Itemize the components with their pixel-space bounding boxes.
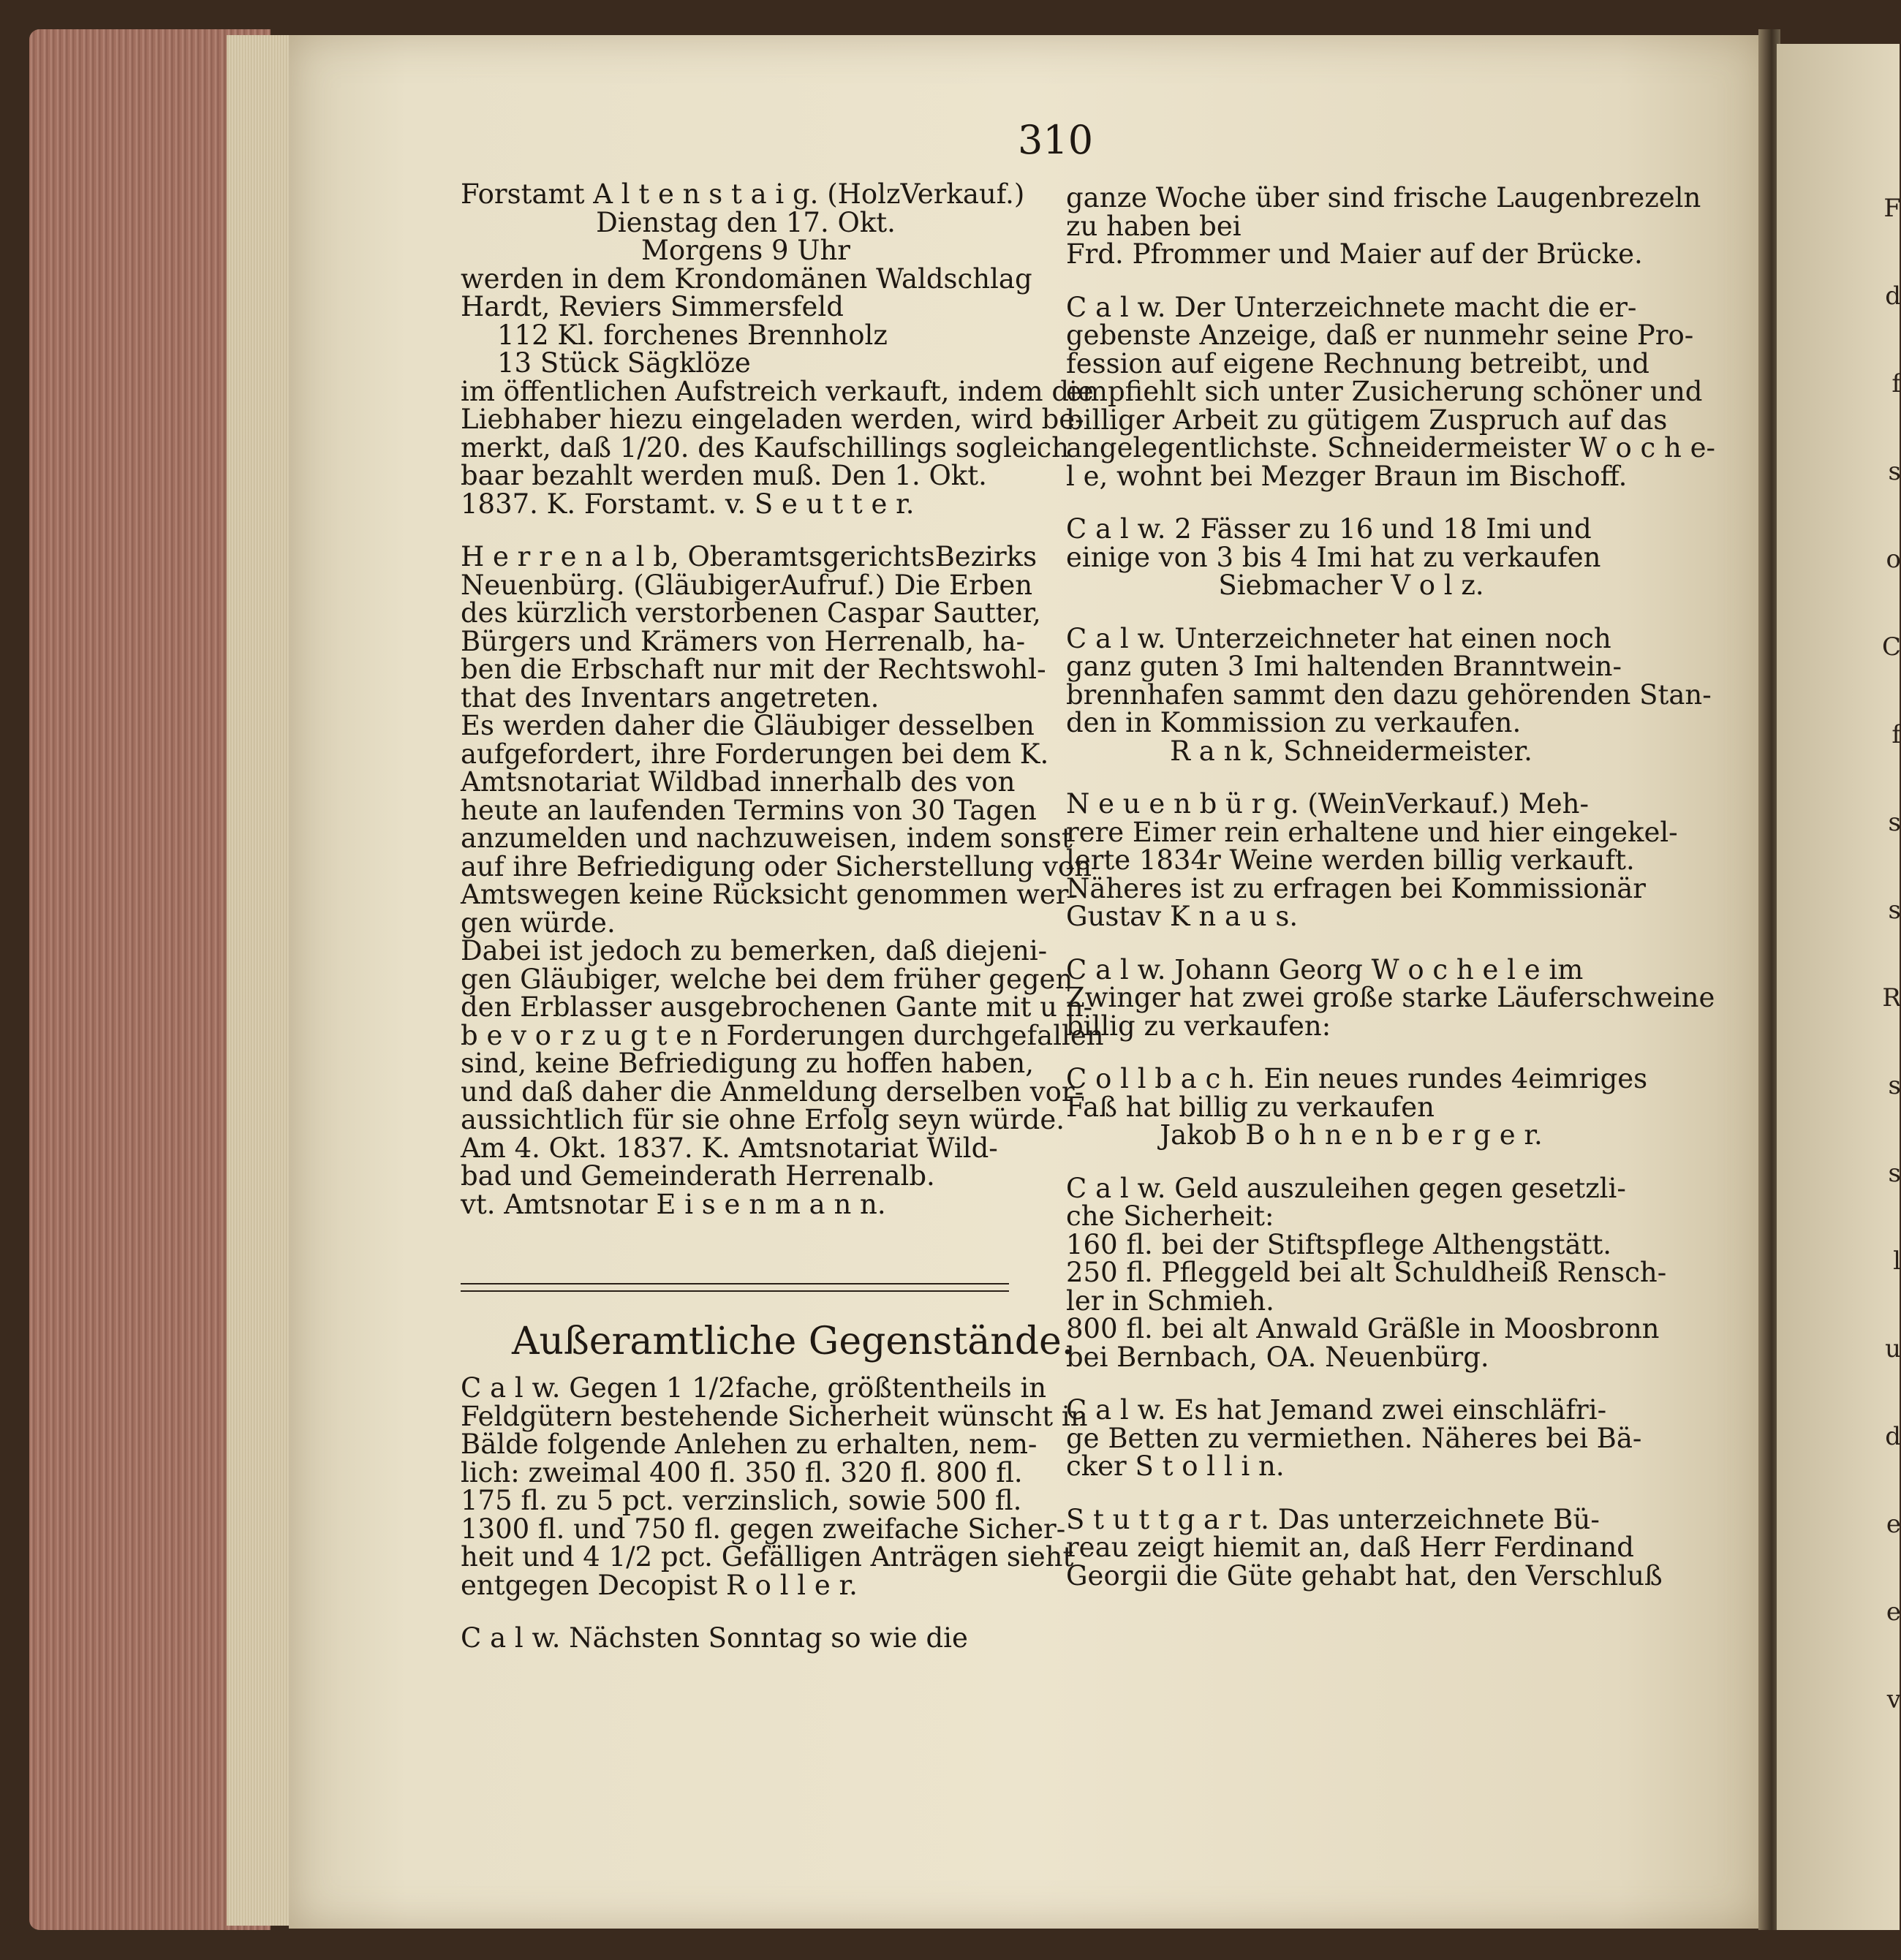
text-line: im öffentlichen Aufstreich verkauft, indem die [461, 375, 1094, 407]
text-line: C a l w. Gegen 1 1/2fache, größtentheils in [461, 1372, 1047, 1404]
next-page-letter: C [1881, 632, 1901, 662]
text-line: lerte 1834r Weine werden billig verkauft. [1066, 844, 1635, 876]
text-line: Näheres ist zu erfragen bei Kommissionär [1066, 872, 1646, 904]
text-line: Gustav K n a u s. [1066, 901, 1299, 932]
paragraph-gap [1066, 931, 1636, 956]
text-line: Amtswegen keine Rücksicht genommen wer- [461, 879, 1078, 910]
text-line: Faß hat billig zu verkaufen [1066, 1091, 1435, 1123]
next-page-letter: v [1886, 1685, 1901, 1714]
paragraph-gap [1066, 600, 1636, 625]
next-page-letter: f [1891, 369, 1901, 398]
text-line: entgegen Decopist R o l l e r. [461, 1569, 858, 1601]
paragraph-gap [1066, 1040, 1636, 1065]
text-line: C a l w. Nächsten Sonntag so wie die [461, 1622, 968, 1654]
page-stack [227, 35, 292, 1926]
text-line: Forstamt A l t e n s t a i g. (HolzVerkauf.) [461, 178, 1025, 210]
text-line: Es werden daher die Gläubiger desselben [461, 710, 1035, 741]
text-line: Georgii die Güte gehabt hat, den Verschluß [1066, 1559, 1663, 1592]
text-line: Dabei ist jedoch zu bemerken, daß diejeni- [461, 935, 1048, 966]
text-line: Bälde folgende Anlehen zu erhalten, nem- [461, 1429, 1038, 1460]
text-line: und daß daher die Anmeldung derselben vor- [461, 1075, 1084, 1108]
page-number: 310 [1018, 117, 1094, 163]
text-line: Am 4. Okt. 1837. K. Amtsnotariat Wild- [461, 1132, 998, 1164]
text-line: baar bezahlt werden muß. Den 1. Okt. [461, 460, 987, 491]
text-line: fession auf eigene Rechnung betreibt, und [1066, 347, 1649, 379]
text-line: einige von 3 bis 4 Imi hat zu verkaufen [1066, 541, 1601, 573]
text-line: 112 Kl. forchenes Brennholz [497, 319, 888, 351]
text-line: rere Eimer rein erhaltene und hier eingekel- [1066, 816, 1678, 848]
text-line: auf ihre Befriedigung oder Sicherstellung von [461, 850, 1092, 882]
text-line: aussichtlich für sie ohne Erfolg seyn würde. [461, 1104, 1065, 1135]
next-page-letter: f [1891, 720, 1901, 749]
text-line: Frd. Pfrommer und Maier auf der Brücke. [1066, 238, 1643, 270]
next-page-letter: d [1885, 1422, 1901, 1451]
next-page-letter: d [1885, 281, 1901, 311]
text-line: gen würde. [461, 907, 616, 939]
text-line: Morgens 9 Uhr [640, 235, 850, 266]
text-line: Bürgers und Krämers von Herrenalb, ha- [461, 625, 1026, 657]
left-column [461, 178, 1104, 1220]
next-page-letter: e [1886, 1510, 1901, 1539]
text-line: ler in Schmieh. [1066, 1284, 1274, 1317]
text-line: ganze Woche über sind frische Laugenbrezeln [1066, 182, 1701, 213]
paragraph-gap [1066, 1481, 1636, 1506]
text-line: 13 Stück Sägklöze [497, 347, 751, 379]
text-line: Hardt, Reviers Simmersfeld [461, 291, 844, 322]
text-line: merkt, daß 1/20. des Kaufschillings sogleich [461, 431, 1070, 463]
text-line: 1837. K. Forstamt. v. S e u t t e r. [461, 488, 915, 520]
text-line: l e, wohnt bei Mezger Braun im Bischoff. [1066, 460, 1628, 492]
text-line: N e u e n b ü r g. (WeinVerkauf.) Meh- [1066, 788, 1589, 820]
text-line: den in Kommission zu verkaufen. [1066, 707, 1522, 738]
text-line: C a l w. Unterzeichneter hat einen noch [1066, 622, 1611, 654]
text-line: ge Betten zu vermiethen. Näheres bei Bä- [1066, 1422, 1642, 1454]
paragraph-gap [1066, 491, 1636, 515]
text-line: Jakob B o h n e n b e r g e r. [1160, 1119, 1543, 1151]
section-title: Außeramtliche Gegenstände. [512, 1320, 1074, 1363]
text-line: cker S t o l l i n. [1066, 1450, 1285, 1482]
text-line: Zwinger hat zwei große starke Läuferschweine [1066, 982, 1715, 1013]
text-line: des kürzlich verstorbenen Caspar Sautter, [461, 597, 1041, 629]
text-line: C a l w. Geld auszuleihen gegen gesetzli- [1066, 1172, 1626, 1204]
text-line: empfiehlt sich unter Zusicherung schöner und [1066, 376, 1703, 407]
text-line: angelegentlichste. Schneidermeister W o c h e- [1066, 432, 1716, 463]
text-line: heit und 4 1/2 pct. Gefälligen Anträgen sieht [461, 1541, 1074, 1573]
text-line: S t u t t g a r t. Das unterzeichnete Bü- [1066, 1503, 1600, 1535]
text-line: C a l w. Johann Georg W o c h e l e im [1066, 953, 1584, 985]
next-page-letter: F [1883, 194, 1901, 223]
text-line: ganz guten 3 Imi haltenden Branntwein- [1066, 651, 1622, 682]
text-line: anzumelden und nachzuweisen, indem sonst [461, 822, 1073, 854]
text-line: den Erblasser ausgebrochenen Gante mit u n- [461, 991, 1093, 1023]
text-line: Dienstag den 17. Okt. [596, 206, 896, 238]
next-page-letter: R [1882, 983, 1901, 1013]
next-page-letter: o [1886, 545, 1901, 574]
text-line: R a n k, Schneidermeister. [1170, 735, 1532, 767]
text-line: gen Gläubiger, welche bei dem früher gegen [461, 963, 1073, 995]
text-line: bad und Gemeinderath Herrenalb. [461, 1160, 935, 1192]
text-line: che Sicherheit: [1066, 1200, 1274, 1232]
text-line: H e r r e n a l b, OberamtsgerichtsBezirks [461, 541, 1038, 572]
text-line: brennhafen sammt den dazu gehörenden Stan- [1066, 678, 1712, 711]
text-line: werden in dem Krondomänen Waldschlag [461, 262, 1032, 295]
text-line: 250 fl. Pfleggeld bei alt Schuldheiß Rensch- [1066, 1257, 1667, 1288]
paragraph-gap [1066, 765, 1636, 790]
next-page-letter: s [1888, 457, 1901, 486]
paragraph-gap [461, 1600, 1031, 1624]
text-line: C a l w. Der Unterzeichnete macht die er- [1066, 291, 1637, 323]
text-line: lich: zweimal 400 fl. 350 fl. 320 fl. 800 fl. [461, 1456, 1023, 1488]
text-line: 160 fl. bei der Stiftspflege Althengstätt. [1066, 1228, 1612, 1260]
text-line: 1300 fl. und 750 fl. gegen zweifache Sicher- [461, 1513, 1066, 1545]
text-line: that des Inventars angetreten. [461, 681, 880, 714]
paragraph-gap [1066, 1371, 1636, 1396]
text-line: Neuenbürg. (GläubigerAufruf.) Die Erben [461, 569, 1033, 601]
right-column [1066, 182, 1716, 1592]
next-page-letter: e [1886, 1597, 1901, 1627]
paragraph-gap [461, 518, 1031, 543]
text-line: heute an laufenden Termins von 30 Tagen [461, 794, 1037, 826]
text-line: C a l w. Es hat Jemand zwei einschläfri- [1066, 1394, 1607, 1426]
text-line: Amtsnotariat Wildbad innerhalb des von [461, 766, 1016, 798]
text-line: billig zu verkaufen: [1066, 1010, 1331, 1042]
paragraph-gap [1066, 1150, 1636, 1175]
text-line: gebenste Anzeige, daß er nunmehr seine Pro- [1066, 319, 1694, 351]
next-page-letter: s [1888, 1159, 1901, 1188]
text-line: aufgefordert, ihre Forderungen bei dem K. [461, 738, 1049, 770]
next-page-letter: u [1885, 1334, 1901, 1363]
left-column-bottom [461, 1372, 1088, 1654]
text-line: 800 fl. bei alt Anwald Gräßle in Moosbronn [1066, 1313, 1660, 1344]
next-page-letter: s [1888, 896, 1901, 925]
next-page-letter: s [1888, 808, 1901, 837]
paragraph-gap [1066, 269, 1636, 294]
text-line: Feldgütern bestehende Sicherheit wünscht in [461, 1400, 1088, 1432]
text-line: bei Bernbach, OA. Neuenbürg. [1066, 1341, 1489, 1373]
text-line: C a l w. 2 Fässer zu 16 und 18 Imi und [1066, 513, 1592, 545]
text-line: reau zeigt hiemit an, daß Herr Ferdinand [1066, 1532, 1634, 1563]
text-line: b e v o r z u g t e n Forderungen durchgefallen [461, 1019, 1104, 1051]
text-line: vt. Amtsnotar E i s e n m a n n. [461, 1188, 886, 1220]
text-line: Siebmacher V o l z. [1218, 570, 1484, 601]
text-line: 175 fl. zu 5 pct. verzinslich, sowie 500 fl. [461, 1485, 1022, 1516]
next-page-letter: s [1888, 1071, 1901, 1100]
text-line: sind, keine Befriedigung zu hoffen haben, [461, 1048, 1035, 1079]
text-line: billiger Arbeit zu gütigem Zuspruch auf das [1066, 404, 1668, 436]
text-line: C o l l b a c h. Ein neues rundes 4eimriges [1066, 1063, 1648, 1094]
text-line: ben die Erbschaft nur mit der Rechtswohl- [461, 654, 1046, 685]
next-page-letter: l [1893, 1246, 1901, 1276]
section-rule [461, 1283, 1009, 1292]
text-line: Liebhaber hiezu eingeladen werden, wird be- [461, 404, 1084, 435]
text-line: zu haben bei [1066, 210, 1241, 242]
